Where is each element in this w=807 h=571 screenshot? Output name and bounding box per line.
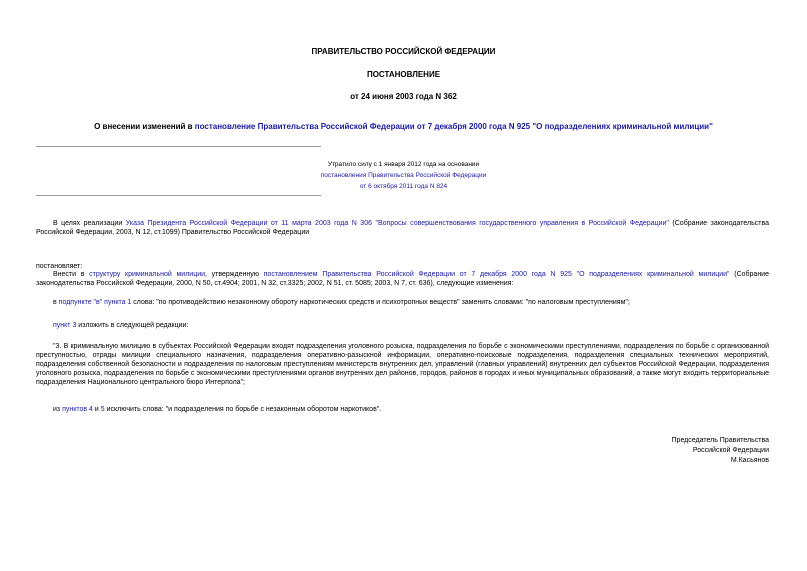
government-heading: ПРАВИТЕЛЬСТВО РОССИЙСКОЙ ФЕДЕРАЦИИ (311, 47, 496, 56)
p7-text-and: и (92, 406, 101, 413)
title-prefix: О внесении изменений в (94, 122, 195, 131)
document-date: от 24 июня 2003 года N 362 (350, 92, 457, 101)
status-decree-link[interactable]: постановления Правительства Российской Федерации (320, 172, 487, 179)
amendment-item-2 (53, 321, 769, 330)
p5-text-end: изложить в следующей редакции: (76, 322, 189, 329)
title-amended-decree-link[interactable]: постановление Правительства Российской Федерации от 7 декабря 2000 года N 925 "О подразделениях криминальной милиции" (194, 122, 713, 131)
p3-text-start: Внести в (53, 271, 90, 278)
p1-text-end: (Собрание законодательства Российской Федерации, 2003, N 12, ст.1099) Правительство Российской Федерации (36, 220, 769, 236)
status-line: Утратило силу с 1 января 2012 года на основании (327, 161, 480, 168)
amendment-item-1 (53, 298, 769, 307)
status-note (230, 159, 577, 192)
paragraph-4-link[interactable]: пунктов 4 (62, 406, 93, 413)
signature-name: М.Касьянов (730, 457, 769, 464)
p7-text-start: из (53, 406, 63, 413)
divider-top (36, 146, 321, 147)
p1-text-start: В целях реализации (53, 220, 126, 227)
structure-link[interactable]: структуру криминальной милиции (89, 271, 206, 278)
p3-text-mid: , утвержденную (205, 271, 264, 278)
divider-bottom (36, 195, 321, 196)
p7-text-end: исключить слова: "и подразделения по борьбе с незаконным оборотом наркотиков". (104, 406, 382, 413)
p4-text-start: в (53, 299, 59, 306)
signature-org: Российской Федерации (692, 447, 769, 454)
amendment-intro-paragraph (36, 270, 769, 288)
new-wording-paragraph: "3. В криминальную милицию в субъектах Российской Федерации входят подразделения уголовного розыска, подразделения по борьбе с экономическими преступлениями, подразделения по борьбе с организованной преступностью, отряды милиции специального назначения, подразделения оперативно-разыскной информации, оперативно-поисковые подразделения, подразделения специальных технических мероприятий, подразделения собственной безопасности и подразделения по налоговым преступлениям министерств внутренних дел, управлений (главных управлений) внутренних дел субъектов Российской Федерации, подразделения уголовного розыска, подразделения по борьбе с экономическими преступлениями органов внутренних дел районов, городов, районов в городах и иных муниципальных образований, а также могут входить территориальные подразделения Национального центрального бюро Интерпола"; (36, 343, 769, 386)
document-type-heading: ПОСТАНОВЛЕНИЕ (366, 70, 441, 79)
signature-title: Председатель Правительства (671, 437, 769, 444)
paragraph-3-link[interactable]: пункт 3 (53, 322, 77, 329)
preamble-paragraph (36, 219, 769, 237)
decree-925-link[interactable]: постановлением Правительства Российской Федерации от 7 декабря 2000 года N 925 "О подразделениях криминальной милиции" (263, 271, 730, 278)
paragraph-5-link[interactable]: 5 (100, 406, 105, 413)
p4-text-end: слова: "по противодействию незаконному обороту наркотических средств и психотропных веществ" заменить словами: "по налоговым преступлениям"; (131, 299, 630, 306)
p3-text-end: (Собрание законодательства Российской Федерации, 2000, N 50, ст.4904; 2001, N 32, ст.3325; 2002, N 51, ст. 5085; 2003, N 7, ст. 636), следующие изменения: (36, 271, 769, 287)
subparagraph-link[interactable]: подпункте "в" пункта 1 (58, 299, 132, 306)
resolves-paragraph: постановляет: (36, 263, 83, 270)
presidential-decree-link[interactable]: Указа Президента Российской Федерации от 11 марта 2003 года N 306 "Вопросы совершенствования государственного управления в Российской Федерации" (125, 220, 669, 227)
status-decree-date-link[interactable]: от 6 октября 2011 года N 824 (359, 183, 448, 190)
document-title (36, 122, 771, 132)
signature-block (672, 436, 769, 466)
amendment-item-3 (53, 405, 769, 414)
